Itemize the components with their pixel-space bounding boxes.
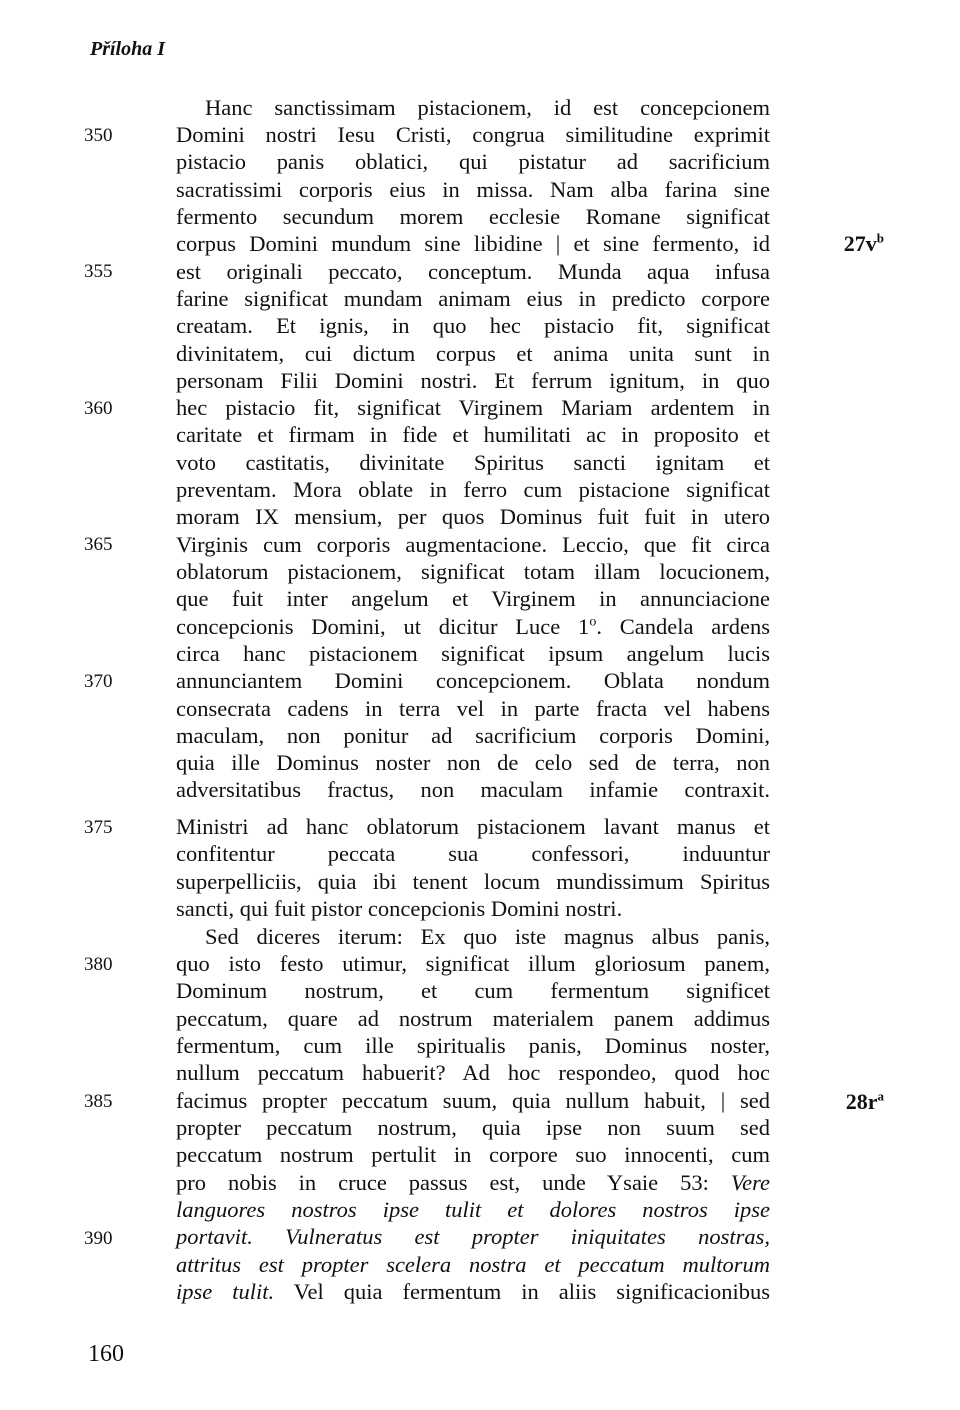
text-line: peccatum nostrum pertulit in corpore suo innocenti, cum [176, 1142, 770, 1167]
text-line: fermentum, cum ille spiritualis panis, Dominus noster, [176, 1033, 770, 1058]
line-number: 390 [84, 1228, 113, 1249]
text-line: oblatorum pistacionem, significat totam illam locucionem, [176, 559, 770, 584]
italic-quote: languores nostros ipse tulit et dolores nostros ipse [176, 1197, 770, 1222]
text-line: fermento secundum morem ecclesie Romane significat [176, 204, 770, 229]
text-line: sancti, qui fuit pistor concepcionis Domini nostri. [176, 896, 623, 921]
text-line: superpelliciis, quia ibi tenent locum mundissimum Spiritus [176, 869, 770, 894]
line-number: 355 [84, 261, 113, 282]
superscript: o [589, 614, 597, 630]
text-line: personam Filii Domini nostri. Et ferrum ignitum, in quo [176, 368, 770, 393]
text-line: annunciantem Domini concepcionem. Oblata nondum [176, 668, 770, 693]
text-line: que fuit inter angelum et Virginem in annunciacione [176, 586, 770, 611]
text-line: divinitatem, cui dictum corpus et anima unita sunt in [176, 341, 770, 366]
line-number: 385 [84, 1091, 113, 1112]
text-line: creatam. Et ignis, in quo hec pistacio fit, significat [176, 313, 770, 338]
text-line: voto castitatis, divinitate Spiritus sancti ignitam et [176, 450, 770, 475]
italic-quote: ipse tulit. [176, 1279, 275, 1304]
text-line [176, 1251, 770, 1278]
text-line: Dominum nostrum, et cum fermentum significet [176, 978, 770, 1003]
line-number: 360 [84, 398, 113, 419]
text-line: circa hanc pistacionem significat ipsum angelum lucis [176, 641, 770, 666]
text-line: caritate et firmam in fide et humilitati ac in proposito et [176, 422, 770, 447]
text-line [176, 1196, 770, 1223]
line-number: 370 [84, 671, 113, 692]
text-line: Domini nostri Iesu Cristi, congrua similitudine exprimit [176, 122, 770, 147]
italic-quote: attritus est propter scelera nostra et peccatum multorum [176, 1252, 770, 1277]
page-number: 160 [88, 1341, 124, 1367]
text-segment: Vel quia fermentum in aliis significacionibus [293, 1279, 770, 1304]
text-line: corpus Domini mundum sine libidine | et sine fermento, id [176, 231, 770, 256]
line-number: 380 [84, 954, 113, 975]
text-line: quia ille Dominus noster non de celo sed de terra, non [176, 750, 770, 775]
text-line [176, 1169, 770, 1196]
text-line: Sed diceres iterum: Ex quo iste magnus albus panis, [205, 924, 770, 949]
text-segment: . Candela ardens [596, 614, 770, 639]
text-line: confitentur peccata sua confessori, induuntur [176, 841, 770, 866]
text-line: consecrata cadens in terra vel in parte fracta vel habens [176, 696, 770, 721]
text-line [176, 613, 770, 640]
text-line: nullum peccatum habuerit? Ad hoc respondeo, quod hoc [176, 1060, 770, 1085]
text-line: Hanc sanctissimam pistacionem, id est concepcionem [205, 95, 770, 120]
text-line: adversitatibus fractus, non maculam infamie contraxit. [176, 777, 770, 802]
text-line: Virginis cum corporis augmentacione. Leccio, que fit circa [176, 532, 770, 557]
line-number: 365 [84, 534, 113, 555]
text-line: pistacio panis oblatici, qui pistatur ad sacrificium [176, 149, 770, 174]
text-line: est originali peccato, conceptum. Munda aqua infusa [176, 259, 770, 284]
line-number: 375 [84, 817, 113, 838]
text-line [176, 1223, 770, 1250]
text-line: moram IX mensium, per quos Dominus fuit fuit in utero [176, 504, 770, 529]
italic-quote: Vere [730, 1170, 771, 1195]
text-line [176, 1278, 770, 1305]
text-line: maculam, non ponitur ad sacrificium corporis Domini, [176, 723, 770, 748]
text-line: quo isto festo utimur, significat illum gloriosum panem, [176, 951, 770, 976]
line-number: 350 [84, 125, 113, 146]
folio-reference: $28r^a$ [845, 1088, 884, 1114]
text-segment: pro nobis in cruce passus est, unde Ysaie 53: [176, 1170, 709, 1195]
text-line: hec pistacio fit, significat Virginem Mariam ardentem in [176, 395, 770, 420]
text-line: facimus propter peccatum suum, quia nullum habuit, | sed [176, 1088, 770, 1113]
text-line: Ministri ad hanc oblatorum pistacionem lavant manus et [176, 814, 770, 839]
text-segment: concepcionis Domini, ut dicitur Luce 1 [176, 614, 590, 639]
text-line: farine significat mundam animam eius in predicto corpore [176, 286, 770, 311]
text-line: peccatum, quare ad nostrum materialem panem addimus [176, 1006, 770, 1031]
italic-quote: portavit. Vulneratus est propter iniquitates nostras, [176, 1224, 770, 1249]
text-line: sacratissimi corporis eius in missa. Nam alba farina sine [176, 177, 770, 202]
text-line: propter peccatum nostrum, quia ipse non suum sed [176, 1115, 770, 1140]
text-line: preventam. Mora oblate in ferro cum pistacione significat [176, 477, 770, 502]
running-header: Příloha I [90, 38, 166, 60]
folio-reference: $27v^b$ [843, 230, 884, 256]
